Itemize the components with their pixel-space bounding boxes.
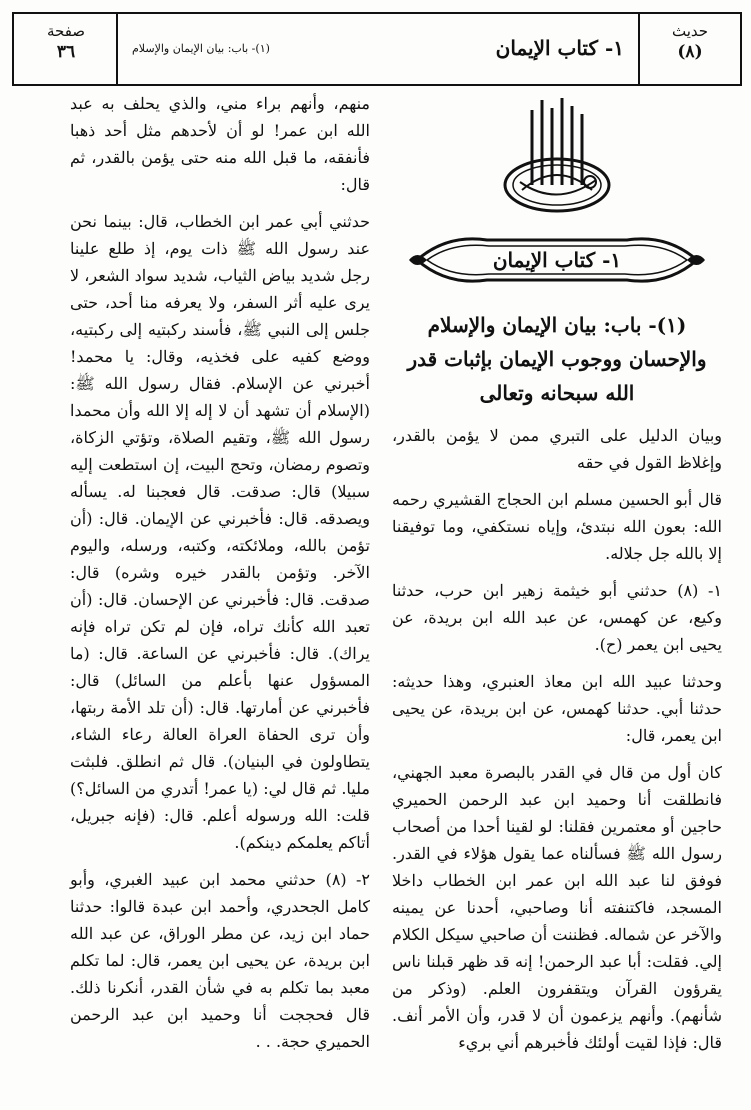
paragraph: حدثني أبي عمر ابن الخطاب، قال: بينما نحن عند رسول الله ﷺ ذات يوم، إذ طلع علينا رجل شديد بياض الثياب، شديد سواد الشعر، لا يرى عليه أثر السفر، ولا يعرفه منا أحد، حتى جلس إلى النبي ﷺ، فأسند ركبتيه إلى ركبتيه، ووضع كفيه على فخذيه، وقال: يا محمد! أخبرني عن الإسلام. فقال رسول الله ﷺ: (الإسلام أن تشهد أن لا إله إلا الله وأن محمدا رسول الله ﷺ، وتقيم الصلاة، وتؤتي الزكاة، وتصوم رمضان، وتحج البيت، إن استطعت إليه سبيلا) قال: صدقت. قال فعجبنا له. يسأله ويصدقه. قال: فأخبرني عن الإيمان. قال: (أن تؤمن بالله، وملائكته، وكتبه، ورسله، واليوم الآخر. وتؤمن بالقدر خيره وشره) قال: صدقت. قال: فأخبرني عن الإحسان. قال: (أن تعبد الله كأنك تراه، فإن لم تكن تراه فإنه يراك). قال: فأخبرني عن الساعة. قال: (ما المسؤول عنها بأعلم من السائل) قال: فأخبرني عن أمارتها. قال: (أن تلد الأمة ربتها، وأن ترى الحفاة العراة العالة رعاء الشاء، يتطاولون في البنيان). قال ثم انطلق. فلبثت مليا. ثم قال لي: (يا عمر! أتدري من السائل؟) قلت: الله ورسوله أعلم. قال: (فإنه جبريل، أتاكم يعلمكم دينكم). — [70, 212, 370, 852]
book-title: ١- كتاب الإيمان — [495, 36, 624, 60]
right-column — [392, 90, 722, 1066]
paragraph: قال أبو الحسين مسلم ابن الحجاج القشيري رحمه الله: بعون الله نبتدئ، وإياه نستكفي، وما توفيقنا إلا بالله جل جلاله. — [392, 490, 723, 563]
hadith-number-box — [640, 14, 740, 84]
page-header — [12, 12, 742, 86]
hadith-label: حديث — [671, 22, 709, 40]
calligraphy-seal-icon — [492, 90, 622, 220]
chapter-heading: (١)- باب: بيان الإيمان والإسلام والإحسان ووجوب الإيمان بإثبات قدر الله سبحانه وتعالى — [407, 313, 707, 405]
chapter-reference: (١)- باب: بيان الإيمان والإسلام — [132, 42, 270, 55]
header-title-box — [116, 14, 640, 84]
paragraph: ١- (٨) حدثني أبو خيثمة زهير ابن حرب، حدثنا وكيع، عن كهمس، عن عبد الله ابن بريدة، عن يحيى ابن يعمر (ح). — [392, 581, 722, 654]
paragraph: وبيان الدليل على التبري ممن لا يؤمن بالقدر، وإغلاظ القول في حقه — [392, 426, 722, 472]
book-banner-title: ١- كتاب الإيمان — [492, 248, 622, 272]
page-label: صفحة — [46, 22, 86, 40]
page-number-box — [14, 14, 118, 84]
left-column — [70, 90, 370, 1065]
paragraph: منهم، وأنهم براء مني، والذي يحلف به عبد الله ابن عمر! لو أن لأحدهم مثل أحد ذهبا فأنفقه، ما قبل الله منه حتى يؤمن بالقدر، ثم قال: — [70, 94, 370, 194]
hadith-number: (٨) — [677, 42, 703, 62]
page-number: ٣٦ — [56, 42, 76, 62]
paragraph: ٢- (٨) حدثني محمد ابن عبيد الغبري، وأبو كامل الجحدري، وأحمد ابن عبدة قالوا: حدثنا حماد ابن زيد، عن مطر الوراق، عن عبد الله ابن بريدة، عن يحيى ابن يعمر، قال: لما تكلم معبد بما تكلم به في شأن القدر، أنكرنا ذلك. قال فحججت أنا وحميد ابن عبد الرحمن الحميري حجة. . . — [70, 870, 371, 1051]
paragraph: وحدثنا عبيد الله ابن معاذ العنبري، وهذا حديثه: حدثنا أبي. حدثنا كهمس، عن ابن بريدة، عن يحيى ابن يعمر، قال: — [392, 672, 722, 745]
book-banner — [407, 230, 707, 290]
paragraph: كان أول من قال في القدر بالبصرة معبد الجهني، فانطلقت أنا وحميد ابن عبد الرحمن الحميري حاجين أو معتمرين فقلنا: لو لقينا أحدا من أصحاب رسول الله ﷺ فسألناه عما يقول هؤلاء في القدر. فوفق لنا عبد الله ابن عمر ابن الخطاب داخلا المسجد، فاكتنفته أنا وصاحبي، أحدنا عن يمينه والآخر عن شماله. فظننت أن صاحبي سيكل الكلام إلي. فقلت: أبا عبد الرحمن! إنه قد ظهر قبلنا ناس يقرؤون القرآن ويتقفرون العلم. (وذكر من شأنهم). وأنهم يزعمون أن لا قدر، وأن الأمر أنف. قال: فإذا لقيت أولئك فأخبرهم أني بريء — [392, 763, 722, 1052]
